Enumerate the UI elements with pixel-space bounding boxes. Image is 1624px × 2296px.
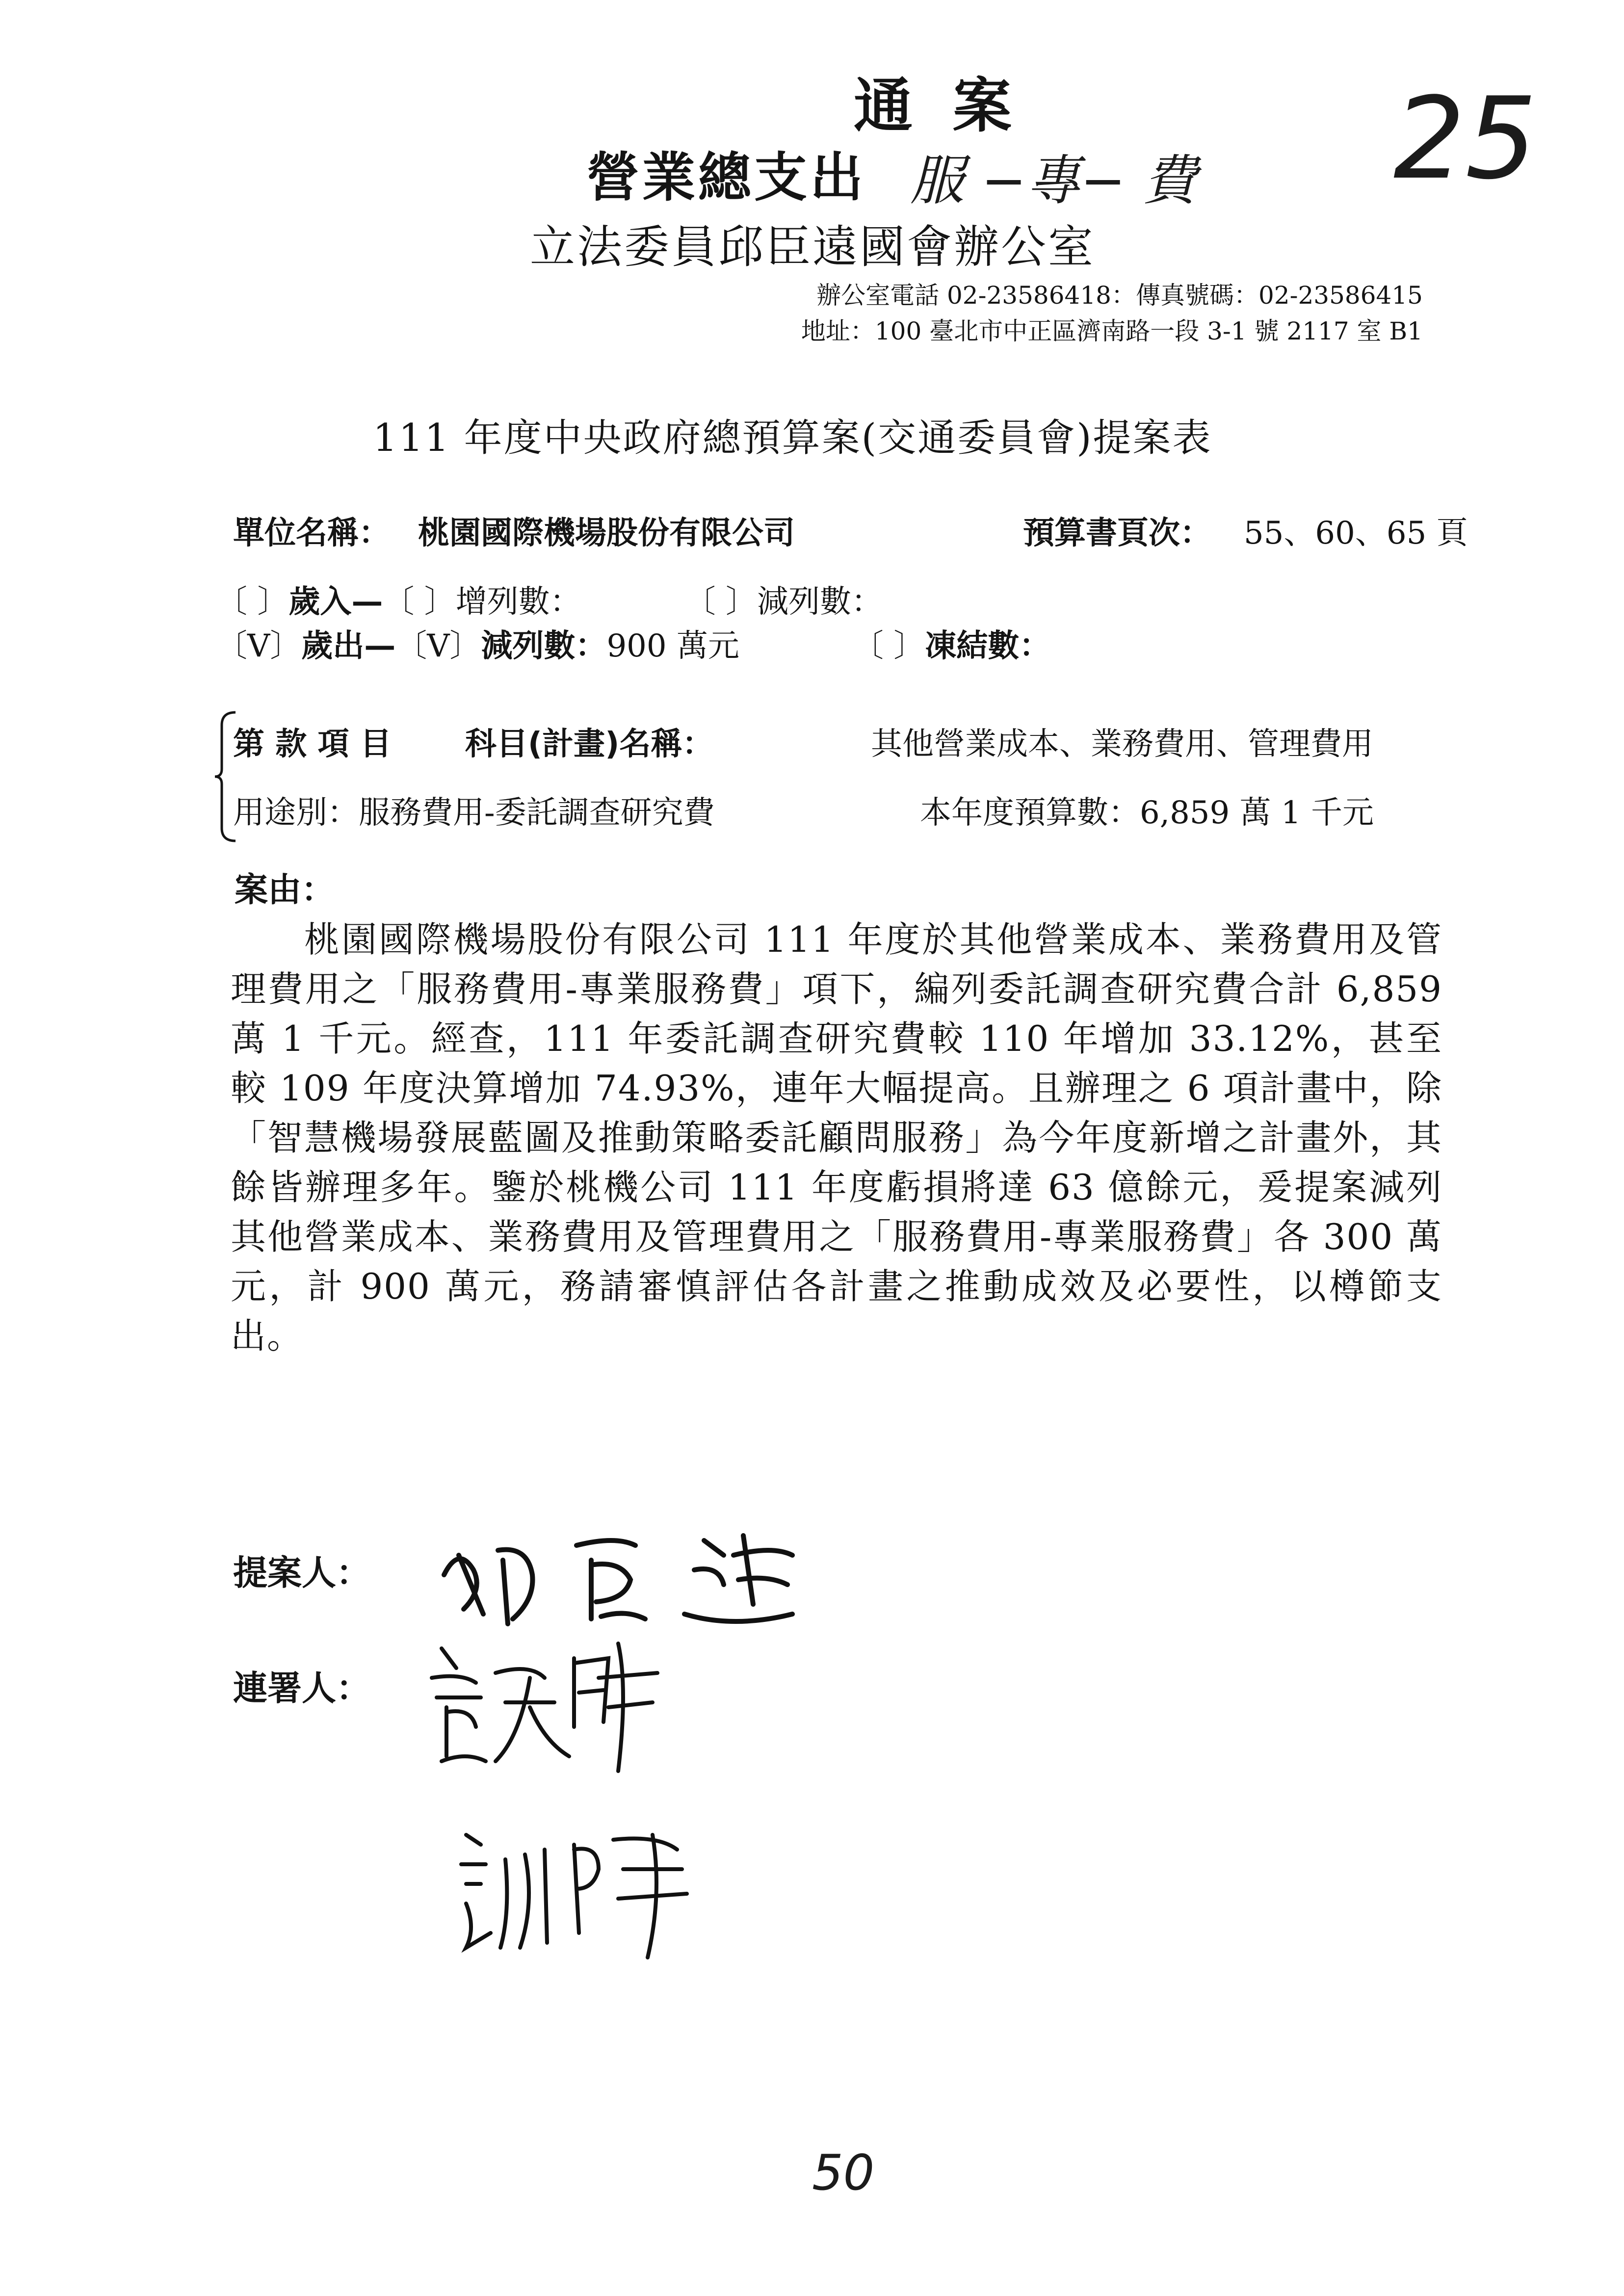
- handwritten-page-number: 25: [1393, 74, 1537, 205]
- proposer-signature: [429, 1516, 822, 1639]
- budget-pages-label: 預算書頁次：: [1023, 515, 1211, 551]
- expense-row: [216, 621, 1050, 666]
- expense-checkbox: 〔V〕: [216, 628, 302, 664]
- cosigner-signature-1: [422, 1629, 677, 1776]
- subject-label: 科目(計畫)名稱：: [465, 726, 714, 762]
- revenue-decrease-label: 減列數：: [757, 584, 883, 620]
- budget-label: 本年度預算數：: [920, 795, 1140, 831]
- revenue-increase-checkbox: 〔 〕: [383, 584, 456, 620]
- use-label: 用途別：: [233, 795, 359, 831]
- cosigner-label: 連署人：: [233, 1668, 370, 1708]
- footer-handwritten-number: 50: [812, 2144, 875, 2201]
- budget-line: [920, 787, 1374, 833]
- revenue-checkbox: 〔 〕: [216, 584, 289, 620]
- expense-decrease-checkbox: 〔V〕: [395, 628, 481, 664]
- freeze-label: 凍結數：: [925, 628, 1051, 664]
- subject-value: 其他營業成本、業務費用、管理費用: [871, 726, 1373, 762]
- reason-body: [231, 915, 1442, 1361]
- form-title: 111 年度中央政府總預算案(交通委員會)提案表: [373, 416, 1212, 460]
- item-heading-line: [233, 719, 713, 764]
- revenue-row: [216, 576, 883, 622]
- use-value: 服務費用-委託調查研究費: [359, 795, 715, 831]
- budget-value: 6,859 萬 1 千元: [1140, 795, 1374, 831]
- revenue-increase-label: 增列數：: [455, 584, 581, 620]
- office-address: 地址：100 臺北市中正區濟南路一段 3-1 號 2117 室 B1: [801, 317, 1423, 345]
- expense-label: 歲出—: [301, 628, 396, 664]
- freeze-checkbox: 〔 〕: [852, 628, 925, 664]
- expense-decrease-value: 900 萬元: [606, 628, 739, 664]
- unit-value: 桃園國際機場股份有限公司: [418, 515, 795, 551]
- cosigner-signature-2: [451, 1815, 726, 1962]
- stamp-approved: 通 案: [854, 71, 1022, 140]
- revenue-decrease-checkbox: 〔 〕: [684, 584, 758, 620]
- expense-decrease-label: 減列數：: [481, 628, 607, 664]
- handwritten-note: 服 −專− 費: [910, 149, 1197, 212]
- stamp-category: 營業總支出: [586, 147, 866, 209]
- reason-heading: 案由：: [235, 871, 335, 910]
- office-phone: 辦公室電話 02-23586418：傳真號碼：02-23586415: [816, 281, 1423, 310]
- unit-label: 單位名稱：: [233, 515, 390, 551]
- budget-pages-value: 55、60、65 頁: [1244, 515, 1468, 551]
- revenue-label: 歲入—: [288, 584, 383, 620]
- item-heading: 第 款 項 目: [233, 726, 392, 762]
- office-name: 立法委員邱臣遠國會辦公室: [530, 221, 1096, 273]
- reason-paragraph: 桃園國際機場股份有限公司 111 年度於其他營業成本、業務費用及管理費用之「服務費用-專業服務費」項下，編列委託調查研究費合計 6,859 萬 1 千元。經查，111 年委託調查研究費較 110 年增加 33.12%，甚至較 109 年度決算增加 74.93%，連年大幅提高。且辦理之 6 項計畫中，除「智慧機場發展藍圖及推動策略委託顧問服務」為今年度新增之計畫外，其餘皆辦理多年。鑒於桃機公司 111 年度虧損將達 63 億餘元，爰提案減列其他營業成本、業務費用及管理費用之「服務費用-專業服務費」各 300 萬元，計 900 萬元，務請審慎評估各計畫之推動成效及必要性，以樽節支出。: [231, 919, 1442, 1357]
- use-line: [233, 787, 715, 833]
- proposer-label: 提案人：: [233, 1553, 370, 1593]
